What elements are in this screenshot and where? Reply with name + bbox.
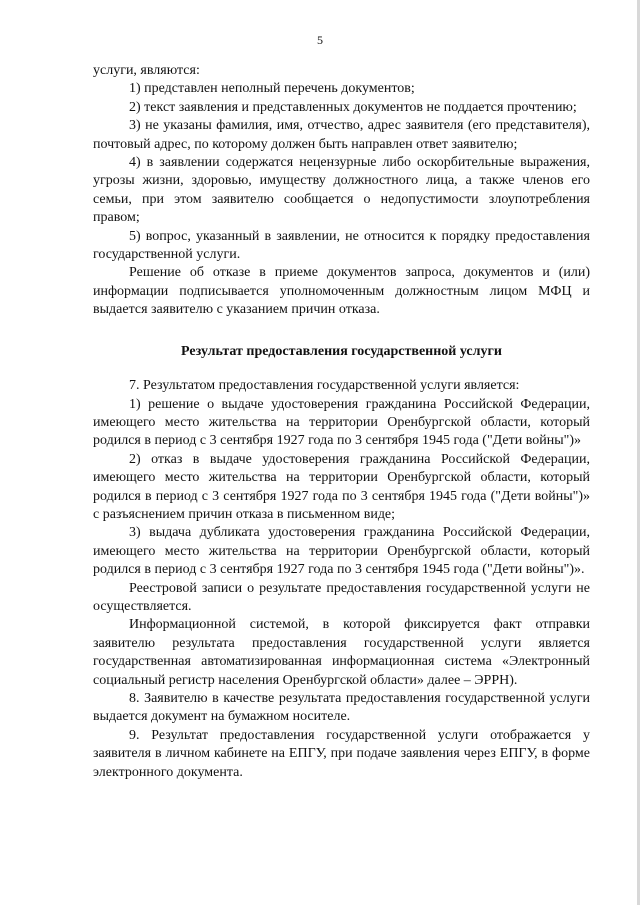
- result-item-1: 1) решение о выдаче удостоверения гражданина Российской Федерации, имеющего место жительства на территории Оренбургской области, который родился в период с 3 сентября 1927 года по 3 сентября 1945 года ("Дети войны")»: [93, 396, 590, 449]
- paragraph-info-system: Информационной системой, в которой фиксируется факт отправки заявителю результата предоставления государственной услуги является государственная автоматизированная информационная система «Электронный социальный регистр населения Оренбургской области» далее – ЭРРН).: [93, 617, 590, 688]
- paragraph-intro: услуги, являются:: [93, 63, 200, 78]
- document-body: [93, 62, 590, 782]
- paragraph-7: 7. Результатом предоставления государственной услуги является:: [129, 378, 520, 394]
- page-number: 5: [317, 33, 323, 47]
- list-item-1: 1) представлен неполный перечень документов;: [129, 81, 415, 97]
- list-item-2: 2) текст заявления и представленных документов не поддается прочтению;: [129, 99, 577, 115]
- paragraph-9: 9. Результат предоставления государственной услуги отображается у заявителя в личном кабинете на ЕПГУ, при подаче заявления через ЕПГУ, в форме электронного документа.: [93, 727, 590, 780]
- result-item-2: 2) отказ в выдаче удостоверения гражданина Российской Федерации, имеющего место жительства на территории Оренбургской области, который родился в период с 3 сентября 1927 года по 3 сентября 1945 года ("Дети войны")» с разъяснением причин отказа в письменном виде;: [93, 451, 590, 522]
- list-item-5: 5) вопрос, указанный в заявлении, не относится к порядку предоставления государственной услуги.: [93, 228, 590, 263]
- list-item-3: 3) не указаны фамилия, имя, отчество, адрес заявителя (его представителя), почтовый адрес, по которому должен быть направлен ответ заявителю;: [93, 118, 590, 152]
- paragraph-8: 8. Заявителю в качестве результата предоставления государственной услуги выдается документ на бумажном носителе.: [93, 691, 590, 725]
- section-heading: Результат предоставления государственной услуги: [181, 343, 502, 359]
- list-item-4: 4) в заявлении содержатся нецензурные либо оскорбительные выражения, угрозы жизни, здоровью, имуществу должностного лица, а также членов его семьи, при этом заявителю сообщается о недопустимости злоупотребления правом;: [93, 155, 590, 226]
- paragraph-registry: Реестровой записи о результате предоставления государственной услуги не осуществляется.: [93, 580, 590, 614]
- paragraph-refusal-decision: Решение об отказе в приеме документов запроса, документов и (или) информации подписывается уполномоченным должностным лицом МФЦ и выдается заявителю с указанием причин отказа.: [93, 265, 590, 318]
- result-item-3: 3) выдача дубликата удостоверения гражданина Российской Федерации, имеющего место жительства на территории Оренбургской области, который родился в период с 3 сентября 1927 года по 3 сентября 1945 года ("Дети войны")».: [93, 525, 590, 578]
